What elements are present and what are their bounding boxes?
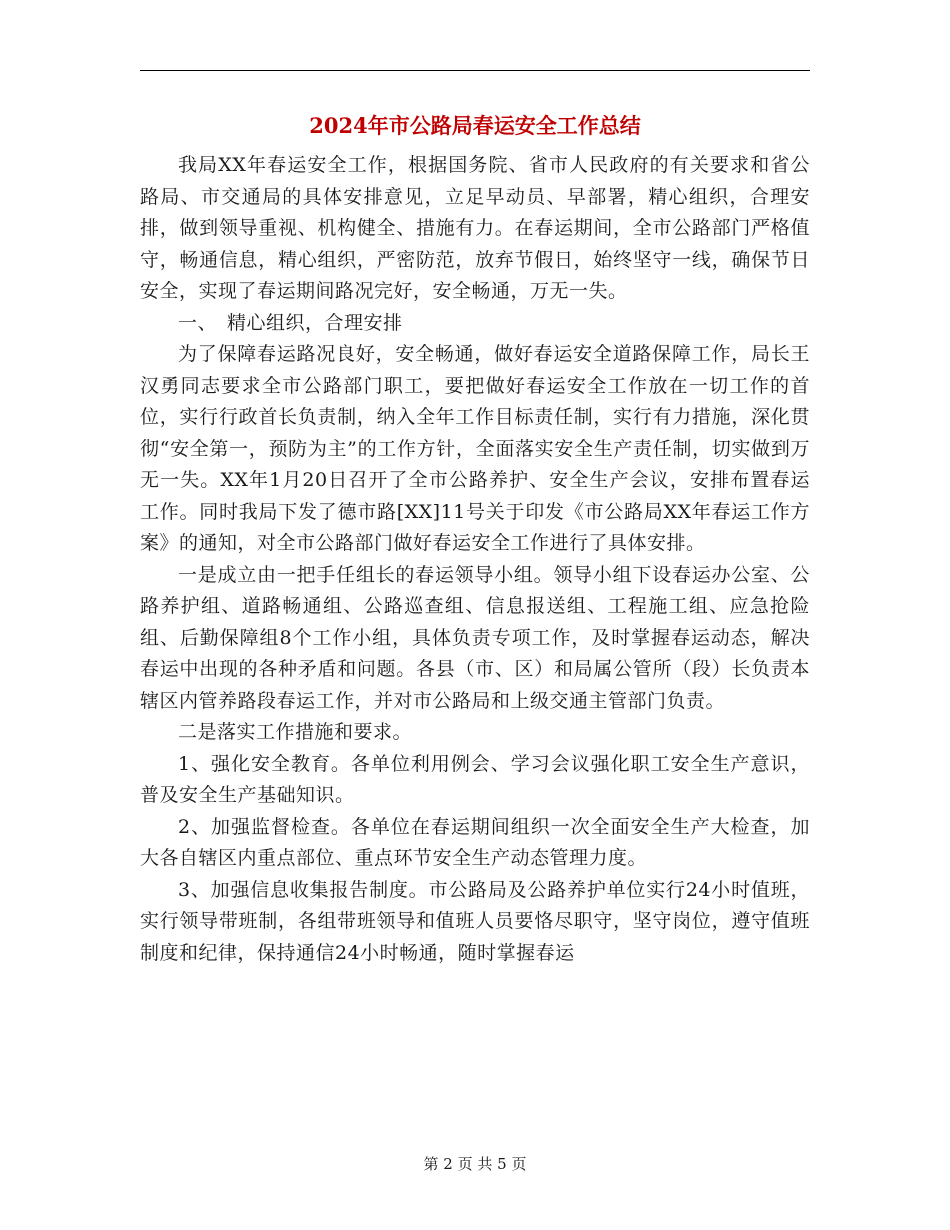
document-body xyxy=(140,150,810,969)
section-heading: 一、 精心组织，合理安排 xyxy=(178,311,403,334)
list-item: 3、加强信息收集报告制度。市公路局及公路养护单位实行24小时值班，实行领导带班制，各组带班领导和值班人员要恪尽职守，坚守岗位，遵守值班制度和纪律，保持通信24小时畅通，随时掌握春运 xyxy=(140,878,810,964)
paragraph: 为了保障春运路况良好，安全畅通，做好春运安全道路保障工作，局长王汉勇同志要求全市公路部门职工，要把做好春运安全工作放在一切工作的首位，实行行政首长负责制，纳入全年工作目标责任制，实行有力措施，深化贯彻“安全第一，预防为主”的工作方针，全面落实安全生产责任制，切实做到万无一失。XX年1月20日召开了全市公路养护、安全生产会议，安排布置春运工作。同时我局下发了德市路[XX]11号关于印发《市公路局XX年春运工作方案》的通知，对全市公路部门做好春运安全工作进行了具体安排。 xyxy=(140,343,810,554)
list-item: 2、加强监督检查。各单位在春运期间组织一次全面安全生产大检查，加大各自辖区内重点部位、重点环节安全生产动态管理力度。 xyxy=(140,815,810,869)
paragraph: 二是落实工作措施和要求。 xyxy=(178,721,413,743)
page-number: 第 2 页 共 5 页 xyxy=(423,1155,527,1173)
document-title: 2024年市公路局春运安全工作总结 xyxy=(309,113,641,138)
header-rule xyxy=(140,70,810,71)
paragraph: 一是成立由一把手任组长的春运领导小组。领导小组下设春运办公室、公路养护组、道路畅通组、公路巡查组、信息报送组、工程施工组、应急抢险组、后勤保障组8个工作小组，具体负责专项工作，及时掌握春运动态，解决春运中出现的各种矛盾和问题。各县（市、区）和局属公管所（段）长负责本辖区内管养路段春运工作，并对市公路局和上级交通主管部门负责。 xyxy=(140,563,810,712)
paragraph-intro: 我局XX年春运安全工作，根据国务院、省市人民政府的有关要求和省公路局、市交通局的具体安排意见，立足早动员、早部署，精心组织，合理安排，做到领导重视、机构健全、措施有力。在春运期间，全市公路部门严格值守，畅通信息，精心组织，严密防范，放弃节假日，始终坚守一线，确保节日安全，实现了春运期间路况完好，安全畅通，万无一失。 xyxy=(140,154,810,302)
list-item: 1、强化安全教育。各单位利用例会、学习会议强化职工安全生产意识，普及安全生产基础知识。 xyxy=(140,752,810,806)
